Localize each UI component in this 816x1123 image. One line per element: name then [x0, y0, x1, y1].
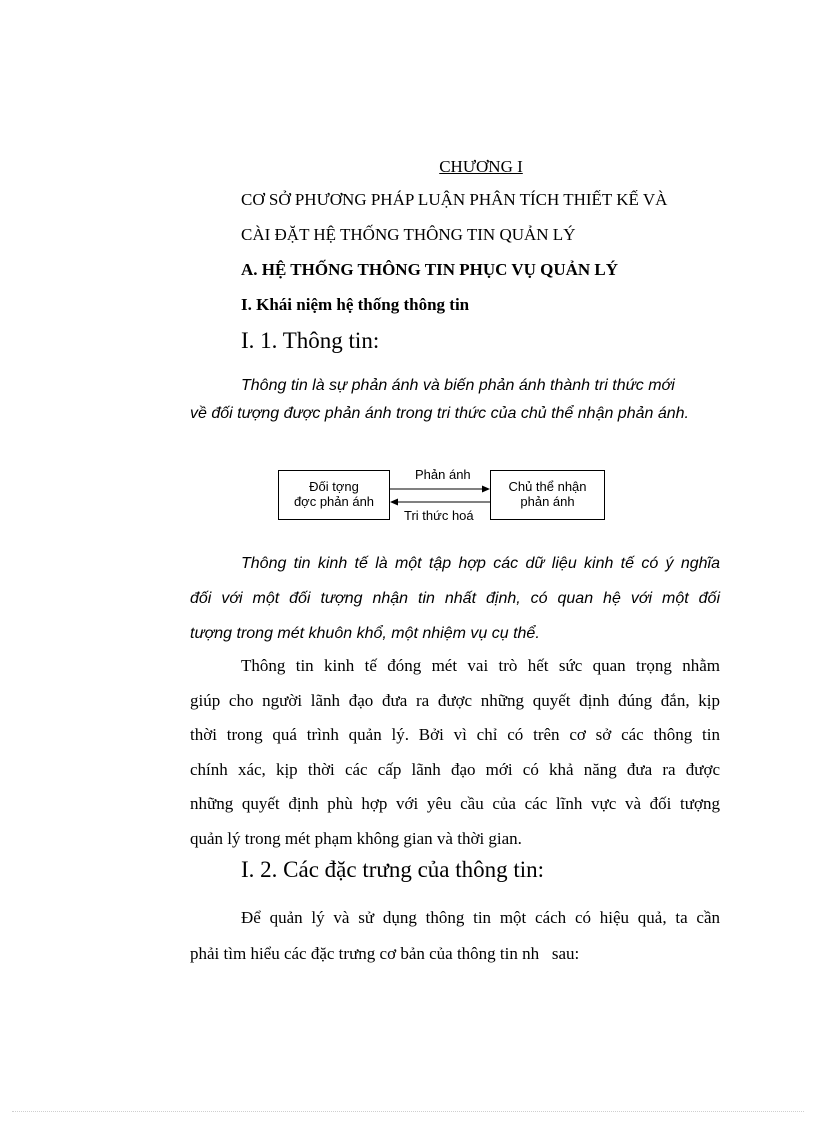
econ-line-1: Thông tin kinh tế là một tập hợp các dữ liệu kinh tế có ý nghĩa — [241, 555, 720, 572]
role-line-1: Thông tin kinh tế đóng mét vai trò hết sức quan trọng nhằm — [241, 656, 720, 675]
features-line-2: phải tìm hiểu các đặc trưng cơ bản của thông tin nh sau: — [190, 944, 580, 963]
section-1-heading: I. Khái niệm hệ thống thông tin — [241, 295, 470, 314]
features-paragraph — [190, 900, 720, 972]
object-box-line-2: đợc phản ánh — [293, 494, 375, 509]
subsection-1-1-heading: I. 1. Thông tin: — [241, 328, 380, 353]
subject-box-line-1: Chủ thể nhận — [508, 479, 587, 494]
reflection-label: Phản ánh — [415, 467, 471, 482]
reflection-arrowhead — [482, 486, 490, 493]
object-box-line-1: Đối tợng — [309, 479, 359, 494]
section-a-heading: A. HỆ THỐNG THÔNG TIN PHỤC VỤ QUẢN LÝ — [241, 260, 619, 279]
role-line-2: giúp cho người lãnh đạo đưa ra được những quyết định đúng đắn, kịp — [190, 690, 720, 710]
definition-line-2: về đối tượng được phản ánh trong tri thức của chủ thể nhận phản ánh. — [190, 405, 689, 422]
chapter-heading: CHƯƠNG I — [439, 157, 523, 176]
knowledge-arrowhead — [390, 499, 398, 506]
role-paragraph — [190, 649, 720, 856]
features-line-1: Để quản lý và sử dụng thông tin một cách có hiệu quả, ta cần — [241, 908, 720, 927]
object-box — [278, 470, 390, 520]
role-line-5: những quyết định phù hợp với yêu cầu của các lĩnh vực và đối tượng — [190, 794, 720, 813]
chapter-title-line-1: CƠ SỞ PHƯƠNG PHÁP LUẬN PHÂN TÍCH THIẾT KẾ VÀ — [241, 190, 668, 209]
subsection-1-2-heading: I. 2. Các đặc trưng của thông tin: — [241, 857, 545, 882]
page-bottom-divider — [12, 1111, 804, 1112]
economic-information-paragraph — [190, 546, 720, 651]
role-line-4: chính xác, kịp thời các cấp lãnh đạo mới có khả năng đưa ra được — [190, 759, 720, 779]
definition-line-1: Thông tin là sự phản ánh và biến phản ánh thành tri thức mới — [241, 377, 675, 394]
role-line-3: thời trong quá trình quản lý. Bởi vì chỉ có trên cơ sở các thông tin — [190, 725, 720, 744]
subject-box-line-2: phản ánh — [520, 494, 575, 509]
knowledge-label: Tri thức hoá — [404, 508, 474, 523]
chapter-title-line-2: CÀI ĐẶT HỆ THỐNG THÔNG TIN QUẢN LÝ — [241, 225, 576, 244]
subject-box — [490, 470, 605, 520]
econ-line-3: tượng trong mét khuôn khổ, một nhiệm vụ cụ thể. — [190, 625, 540, 642]
econ-line-2: đối với một đối tượng nhận tin nhất định, có quan hệ với một đối — [190, 590, 720, 607]
definition-paragraph — [190, 372, 720, 428]
diagram-arrows — [390, 480, 490, 510]
role-line-6: quản lý trong mét phạm không gian và thời gian. — [190, 828, 522, 848]
